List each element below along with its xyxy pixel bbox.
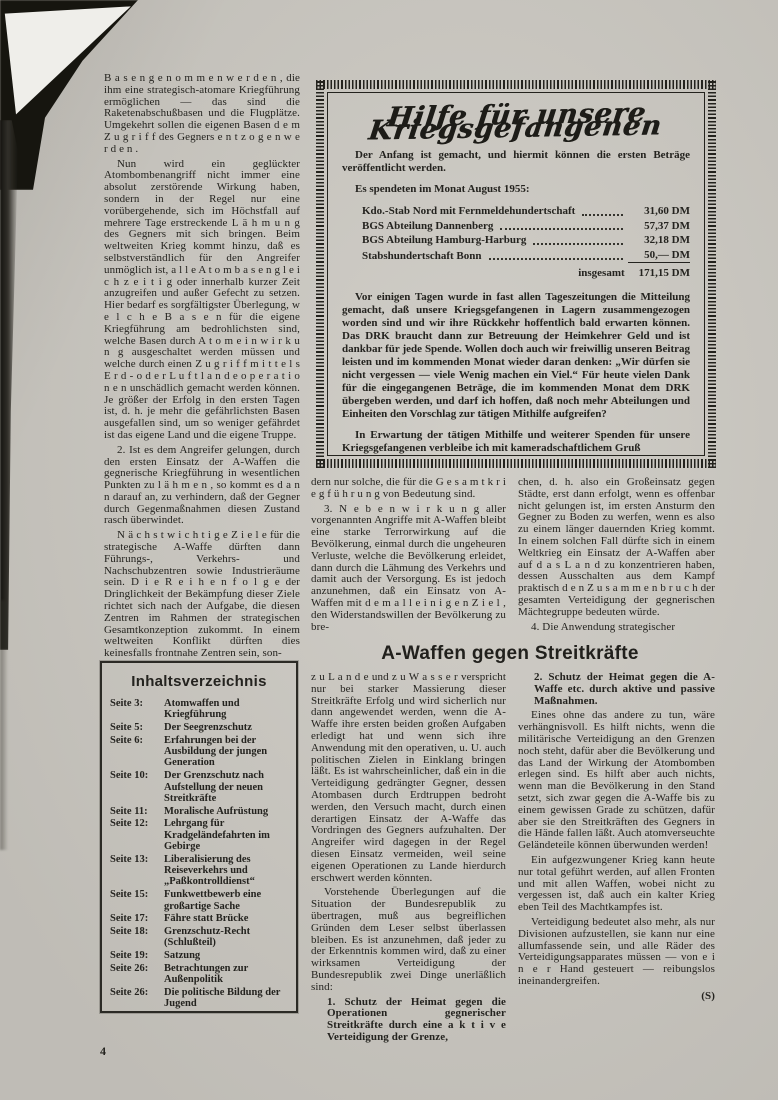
hatched-border-left xyxy=(316,80,324,468)
donation-box-inner xyxy=(327,92,705,456)
left-text-column xyxy=(104,73,300,659)
toc-entry xyxy=(110,722,288,733)
body-paragraph: Ein aufgezwungener Krieg kann heute nur total geführt werden, auf allen Fronten und mit allen Waffen, wobei nicht zu vergessen ist, daß auch ein kalter Krieg eben Teil des Machtkampfes ist. xyxy=(518,853,715,914)
body-paragraph: B a s e n g e n o m m e n w e r d e n , die ihm eine strategisch-atomare Kriegführung ermöglichen — das sind die Raketenabschußbasen und die Flugplätze. Umgekehrt sollen die eigenen Basen d e m Z u g r i f f des Gegners e n t z o g e n w e r d e n . xyxy=(104,73,300,155)
toc-item-title: Moralische Aufrüstung xyxy=(164,805,269,817)
toc-entry xyxy=(110,818,288,852)
toc-page-label: Seite 11: xyxy=(110,805,148,817)
toc-page-label: Seite 13: xyxy=(110,853,149,865)
toc-item-title: Liberalisierung des Reiseverkehrs und „Paßkontrolldienst“ xyxy=(164,853,255,888)
page-number: 4 xyxy=(100,1044,106,1058)
toc-page-label: Seite 17: xyxy=(110,913,149,925)
scan-edge-left xyxy=(0,120,18,650)
donation-body-paragraph: In Erwartung der tätigen Mithilfe und weiterer Spenden für unsere Kriegsgefangenen verbleibe ich mit kameradschaftlichem Gruß xyxy=(342,429,690,454)
donation-name: BGS Abteilung Dannenberg xyxy=(362,219,494,232)
toc-page-label: Seite 19: xyxy=(110,950,149,962)
donation-list xyxy=(362,204,690,281)
toc-entry xyxy=(110,950,288,961)
body-paragraph: N ä c h s t w i c h t i g e Z i e l e für die strategische A-Waffe dürften dann Führungs-, Verkehrs- und Nachschubzentren sowie Industrieräume sein. D i e R e i h e n f o l g e der Dringlichkeit der Bekämpfung dieser Ziele richtet sich nach der Aufgabe, die diesen Zentren im Rahmen der strategischen Gesamtkonzeption zukommt. In einem weltweiten Konflikt dürften dies keinesfalls frontnahe Zentren sein, son- xyxy=(104,529,300,659)
toc-page-label: Seite 10: xyxy=(110,770,149,782)
body-paragraph: dern nur solche, die für die G e s a m t k r i e g f ü h r u n g von Bedeutung sind. xyxy=(311,477,506,500)
body-paragraph: Nun wird ein geglückter Atombombenangriff nicht immer eine absolut zerstörende Wirkung haben, sondern in der Regel nur eine vorübergehende, sich im Höchstfall auf mehrere Tage erstreckende L ä h m u n g des Gegners mit sich bringen. Beim weltweiten Krieg kommt hinzu, daß es selbstverständlich für den Angreifer unmöglich ist, a l l e A t o m b a s e n g l e i c h z e i t i g oder innerhalb kurzer Zeit anzugreifen und außer Gefecht zu setzen. Hier bedarf es sorgfältigster Überlegung, w e l c h e B a s e n für die eigene Kriegführung am bedrohlichsten sind, welche Basen durch A t o m e i n w i r k u n g ausgeschaltet werden müssen und welche durch einen Z u g r i f f m i t t e l s E r d - o d e r L u f t l a n d e o p e r a t i o n e n unschädlich gemacht werden können. Je größer der Erfolg in den ersten Tagen ist, d. h. je mehr die gefährlichsten Basen ausgefallen sind, um so weniger gefährdet ist das eigene Land und die eigene Truppe. xyxy=(104,157,300,441)
toc-item-title: Satzung xyxy=(164,950,201,962)
toc-item-title: Funkwettbewerb eine großartige Sache xyxy=(164,889,262,912)
body-paragraph: 2. Ist es dem Angreifer gelungen, durch den ersten Einsatz der A-Waffen die gegnerische Kriegführung in wesentlichen Punkten zu l ä h m e n , so kommt es d a n n darauf an, zu verhindern, daß der Gegner durch Gegenmaßnahmen diesen Zustand rasch überwindet. xyxy=(104,443,300,527)
body-paragraph: Vorstehende Überlegungen auf die Situation der Bundesrepublik zu übertragen, muß aus begreiflichen Gründen dem Leser selbst überlassen bleiben. Es ist anzunehmen, daß jeder zu der Erkenntnis kommen wird, daß zu einer wirksamen Verteidigung der Bundesrepublik zwei Dinge unerläßlich sind: xyxy=(311,886,506,993)
toc-page-label: Seite 6: xyxy=(110,734,143,746)
donation-row xyxy=(362,219,690,234)
middle-text-column xyxy=(311,477,506,639)
hatched-border-top xyxy=(316,80,716,89)
donation-row xyxy=(362,204,690,219)
body-paragraph: Verteidigung bedeutet also mehr, als nur Divisionen aufzustellen, sie kann nur eine allumfassende sein, und alle Räder des Verteidigungsapparates müssen — von e i n e r Hand gesteuert — reibungslos ineinandergreifen. xyxy=(518,915,715,987)
body-paragraph: 4. Die Anwendung strategischer xyxy=(531,620,676,633)
numbered-item-1: 1. Schutz der Heimat gegen die Operationen gegnerischer Streitkräfte durch eine a k t i v e Verteidigung der Grenze, xyxy=(327,995,506,1043)
toc-entry xyxy=(110,806,288,817)
toc-item-title: Erfahrungen bei der Ausbildung der jungen Generation xyxy=(164,734,268,769)
donation-intro: Der Anfang ist gemacht, und hiermit können die ersten Beträge veröffentlicht werden. xyxy=(342,149,690,174)
toc-entry xyxy=(110,926,288,949)
donation-month-line: Es spendeten im Monat August 1955: xyxy=(355,183,530,195)
dot-leader xyxy=(489,258,623,260)
toc-page-label: Seite 26: xyxy=(110,963,149,975)
donation-box-title: Hilfe für unsere Kriegsgefangenen xyxy=(366,97,664,147)
donation-name: Kdo.-Stab Nord mit Fernmeldehundertschaft xyxy=(362,205,576,217)
donation-total-label: insgesamt xyxy=(578,267,625,279)
donation-total-amount: 171,15 DM xyxy=(638,267,690,279)
donation-amount: 32,18 DM xyxy=(644,234,690,246)
author-initial: (S) xyxy=(701,989,715,1002)
toc-page-label xyxy=(110,1011,160,1013)
donation-row xyxy=(362,248,690,264)
toc-entry xyxy=(110,698,288,721)
donation-name: Stabshundertschaft Bonn xyxy=(362,249,482,262)
toc-entry xyxy=(110,987,288,1010)
toc-page-label: Seite 5: xyxy=(110,722,143,734)
donation-name: BGS Abteilung Hamburg-Harburg xyxy=(362,234,527,246)
table-of-contents xyxy=(100,661,298,1013)
toc-item-title: Fähre statt Brücke xyxy=(164,913,249,925)
toc-page-label: Seite 12: xyxy=(110,818,149,830)
section-heading: A-Waffen gegen Streitkräfte xyxy=(381,643,639,664)
body-paragraph: 3. N e b e n w i r k u n g aller vorgenannten Angriffe mit A-Waffen bleibt eine starke Terrorwirkung auf die Bevölkerung, einmal durch die ungeheuren Verluste, welche die Bevölkerung erleidet, dann durch die Lähmung des Verkehrs und damit auch der Versorgung. Es ist jedoch anzunehmen, daß ein Einsatz von A-Waffen mit d e m a l l e i n i g e n Z i e l , den Widerstandswillen der Bevölkerung zu bre- xyxy=(311,502,506,633)
donation-box xyxy=(316,80,716,468)
toc-entry xyxy=(110,735,288,769)
toc-page-label: Seite 3: xyxy=(110,698,143,709)
numbered-item-2: 2. Schutz der Heimat gegen die A-Waffe etc. durch aktive und passive Maßnahmen. xyxy=(534,672,715,707)
toc-page-label: Seite 18: xyxy=(110,926,149,938)
body-paragraph: chen, d. h. also ein Großeinsatz gegen Städte, erst dann erfolgt, wenn es offenbar nicht gelungen ist, im ersten Ansturm den Gegner zu Boden zu werfen, wenn es also zu einem länger dauernden Krieg kommt. In einem solchen Fall dürfte sich in einem Weltkrieg ein Einsatz der A-Waffen aber auf d a s L a n d zu konzentrieren haben, dessen Ausschalten aus dem Kampf praktisch d e n Z u s a m m e n b r u c h der gesamten Verteidigung der gegnerischen Mächtegruppe bedeuten würde. xyxy=(518,477,715,618)
toc-item-title: Grenzschutz-Recht (Schlußteil) xyxy=(164,926,251,949)
dot-leader xyxy=(533,243,623,245)
donation-total-row xyxy=(362,265,690,281)
dot-leader xyxy=(582,214,623,216)
hatched-border-right xyxy=(708,80,716,468)
toc-item-title: Betrachtungen zur Außenpolitik xyxy=(164,963,249,986)
section-right-column xyxy=(518,672,715,1060)
toc-entry xyxy=(110,770,288,804)
dot-leader xyxy=(500,228,623,230)
toc-entry xyxy=(110,1011,288,1013)
section-left-column xyxy=(311,672,506,1054)
toc-item-title: Atomwaffen und Kriegführung xyxy=(164,698,240,721)
body-paragraph: Eines ohne das andere zu tun, wäre verhängnisvoll. Es hilft nichts, wenn die militärische Verteidigung an den Grenzen noch steht, dafür aber die Bevölkerung und das Land der Wirkung der Atombomben erlegen sind. Es hilft aber auch nichts, wenn man die Bevölkerung in den Stand setzt, sich zwar gegen die A-Waffe bis zu einem gewissen Grade zu schützen, dafür aber sie den Streitkräften des Gegners in die Hände fallen läßt. Auch atomverseuchte Geländeteile können überwunden werden! xyxy=(518,709,715,852)
hatched-border-bottom xyxy=(316,459,716,468)
body-paragraph: z u L a n d e und z u W a s s e r verspricht nur bei starker Massierung dieser Streitkräfte Erfolg und wird sicherlich nur dann angewendet werden, wenn die A-Waffe ihre ersten beiden großen Aufgaben erledigt hat und wenn sich ihre Anwendung mit den operativen, u. U. auch politischen Zielen in Einklang bringen läßt. Es ist wahrscheinlicher, daß ein in die Verteidigung gedrängter Gegner, dessen Atombasen durch Erdtruppen bedroht werden, den Versuch macht, durch einen derartigen Einsatz der A-Waffe das Vordringen des Gegners aufzuhalten. Der Angreifer wird dagegen in der Regel diesen Einsatz vermeiden, weil seine eigenen Operationen zu Lande hierdurch erschwert werden könnten. xyxy=(311,672,506,884)
toc-item-title: Die politische Bildung der Jugend xyxy=(164,987,281,1010)
toc-item-title: Der Seegrenzschutz xyxy=(164,722,252,734)
donation-body-paragraph: Vor einigen Tagen wurde in fast allen Tageszeitungen die Mitteilung gemacht, daß unsere Kriegsgefangenen in Lagern zusammengezogen worden sind und wir ihre Rückkehr hoffentlich bald erwarten können. Das DRK braucht dann zur Betreuung der Heimkehrer Geld und ist dankbar für jede Spende. Wollen doch auch wir freiwillig unseren Beitrag leisten und im kommenden Monat wieder daran denken: „Wir dürfen sie nicht vergessen — viele Wenig machen ein Viel.“ Für heute vielen Dank für die eingegangenen Beträge, die im kommenden Monat dem DRK übergeben werden, und darf ich hoffen, daß noch mehr Abteilungen und Einheiten den Vorschlag zur tätigen Mithilfe aufgreifen? xyxy=(342,291,690,420)
toc-entry xyxy=(110,913,288,924)
donation-amount: 31,60 DM xyxy=(644,205,690,217)
toc-item-title: Der Grenzschutz nach Aufstellung der neuen Streitkräfte xyxy=(164,770,264,804)
donation-amount: 57,37 DM xyxy=(644,219,690,232)
toc-entry xyxy=(110,889,288,912)
scan-edge-left-lower xyxy=(0,600,8,850)
toc-item-title xyxy=(160,1011,288,1013)
donation-amount: 50,— DM xyxy=(628,248,690,264)
toc-title: Inhaltsverzeichnis xyxy=(131,673,267,690)
toc-page-label: Seite 15: xyxy=(110,889,149,901)
donation-row xyxy=(362,233,690,248)
toc-entry xyxy=(110,963,288,986)
right-text-column xyxy=(518,477,715,639)
toc-page-label: Seite 26: xyxy=(110,987,149,999)
toc-item-title: Lehrgang für Kradgeländefahrten im Gebirge xyxy=(164,818,270,853)
toc-entry xyxy=(110,854,288,888)
